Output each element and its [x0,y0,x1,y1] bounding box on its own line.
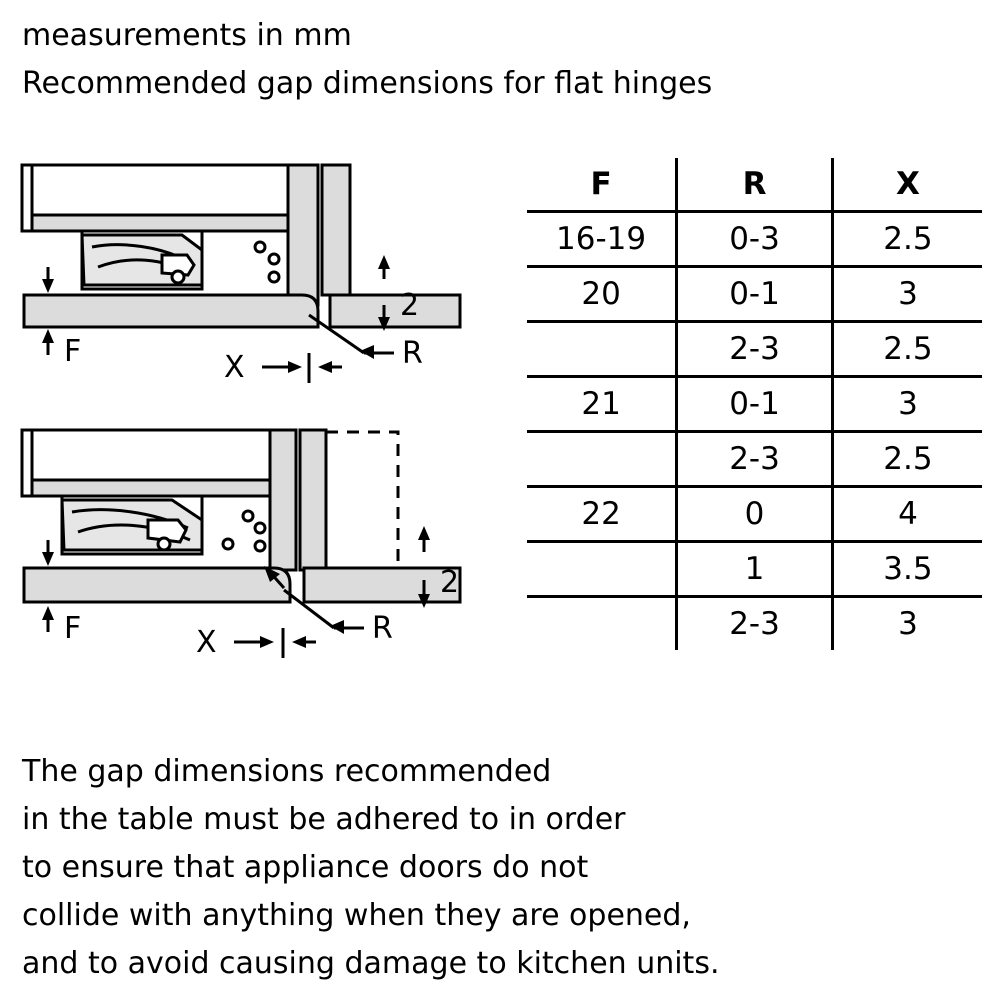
cell-r: 1 [677,542,833,597]
cell-f: 20 [527,267,677,322]
cell-x: 3 [832,377,982,432]
cell-x: 2.5 [832,432,982,487]
cell-r: 0-1 [677,267,833,322]
column-header-f: F [527,158,677,212]
cell-r: 0-3 [677,212,833,267]
label-gap-bottom: 2 [440,565,460,600]
label-f-bottom: F [64,611,82,646]
hinge-diagram-top-svg [12,155,492,405]
hinge-diagram-bottom [12,420,492,670]
label-x-bottom: X [196,625,217,660]
diagram-area [12,150,512,710]
column-header-r: R [677,158,833,212]
table-row [527,377,982,432]
table-row [527,267,982,322]
footer-note [22,748,982,988]
label-x-top: X [224,350,245,385]
cell-x: 3.5 [832,542,982,597]
cell-x: 2.5 [832,212,982,267]
footer-line-4: collide with anything when they are opened, [22,898,691,933]
table-row [527,432,982,487]
cell-x: 2.5 [832,322,982,377]
cell-x: 3 [832,597,982,651]
cell-r: 2-3 [677,322,833,377]
footer-line-5: and to avoid causing damage to kitchen units. [22,946,720,981]
gap-dimensions-table [527,158,982,650]
column-header-x: X [832,158,982,212]
hinge-diagram-top [12,155,492,405]
cell-f: 21 [527,377,677,432]
table-row [527,487,982,542]
cell-x: 3 [832,267,982,322]
cell-f: 22 [527,487,677,542]
label-r-top: R [402,336,423,371]
cell-f [527,432,677,487]
table-body [527,212,982,651]
table-head [527,158,982,212]
gap-dimensions-table-wrap [527,158,982,650]
cell-f [527,542,677,597]
cell-r: 0-1 [677,377,833,432]
footer-line-3: to ensure that appliance doors do not [22,850,589,885]
cell-x: 4 [832,487,982,542]
cell-f: 16-19 [527,212,677,267]
footer-line-1: The gap dimensions recommended [22,754,552,789]
cell-r: 2-3 [677,432,833,487]
label-f-top: F [64,334,82,369]
cell-r: 0 [677,487,833,542]
recommendation-heading: Recommended gap dimensions for flat hinges [22,66,713,101]
cell-r: 2-3 [677,597,833,651]
table-row [527,212,982,267]
hinge-diagram-bottom-svg [12,420,492,670]
label-r-bottom: R [372,611,393,646]
table-row [527,542,982,597]
cell-f [527,597,677,651]
table-header-row [527,158,982,212]
table-row [527,322,982,377]
cell-f [527,322,677,377]
table-row [527,597,982,651]
footer-line-2: in the table must be adhered to in order [22,802,626,837]
measurement-units-heading: measurements in mm [22,18,352,53]
label-gap-top: 2 [400,288,420,323]
